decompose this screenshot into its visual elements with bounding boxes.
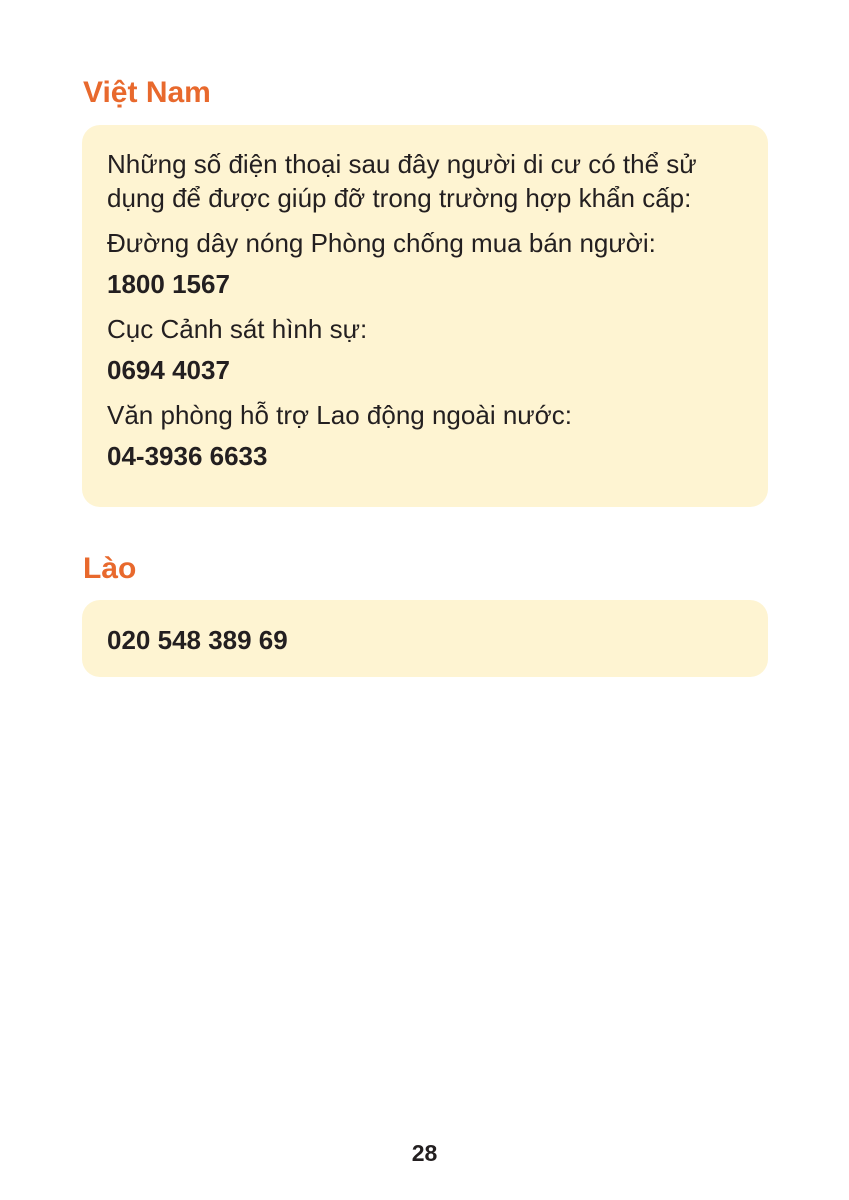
contact-anti-trafficking-hotline xyxy=(107,226,748,301)
vietnam-contacts-box xyxy=(82,125,768,507)
page-number: 28 xyxy=(411,1140,438,1166)
contact-overseas-labour-office xyxy=(107,398,748,473)
contact-criminal-police xyxy=(107,312,748,387)
section-heading-vietnam: Việt Nam xyxy=(83,76,211,109)
contact-phone-number: 1800 1567 xyxy=(107,269,230,299)
laos-contacts-box xyxy=(82,600,768,677)
contact-label: Văn phòng hỗ trợ Lao động ngoài nước: xyxy=(107,400,572,430)
contact-label: Cục Cảnh sát hình sự: xyxy=(107,314,368,344)
contact-phone-number: 020 548 389 69 xyxy=(107,625,288,655)
vietnam-intro-text: Những số điện thoại sau đây người di cư có thể sử dụng để được giúp đỡ trong trường hợp khẩn cấp: xyxy=(107,149,697,213)
section-heading-laos: Lào xyxy=(83,552,137,585)
contact-phone-number: 04-3936 6633 xyxy=(107,441,268,471)
contact-label: Đường dây nóng Phòng chống mua bán người: xyxy=(107,228,656,258)
contact-phone-number: 0694 4037 xyxy=(107,355,230,385)
